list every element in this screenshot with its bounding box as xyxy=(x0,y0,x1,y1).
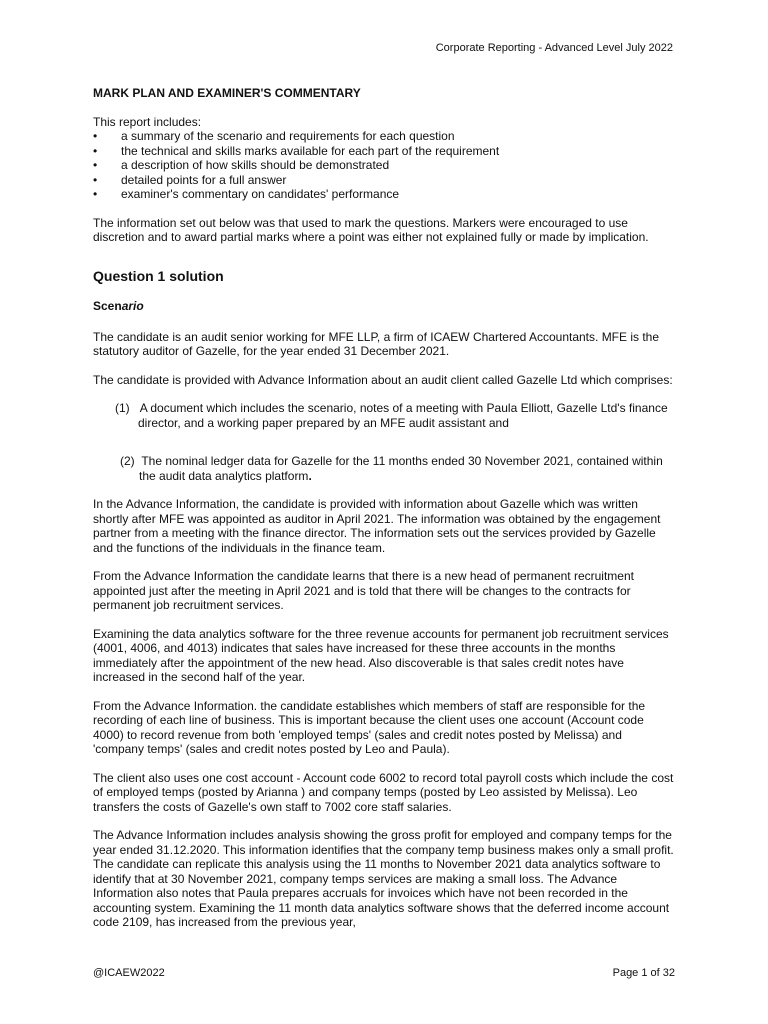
running-header: Corporate Reporting - Advanced Level July 2022 xyxy=(435,42,673,54)
scenario-paragraph-1: The candidate is an audit senior working for MFE LLP, a firm of ICAEW Chartered Accountants. MFE is the statutory auditor of Gazelle, for the year ended 31 December 2021. xyxy=(93,329,660,358)
report-includes-list xyxy=(93,129,675,202)
scenario-label-a: Scen xyxy=(93,299,122,313)
item-end: . xyxy=(308,468,312,483)
item-number: (2) xyxy=(120,454,135,468)
item-number: (1) xyxy=(115,401,130,415)
scenario-paragraph-4: From the Advance Information the candidate learns that there is a new head of permanent recruitment appointed just after the meeting in April 2021 and is told that there will be changes to the contracts for permanent job recruitment services. xyxy=(93,569,634,612)
footer-copyright: @ICAEW2022 xyxy=(93,967,165,979)
scenario-heading xyxy=(93,299,675,314)
question-heading: Question 1 solution xyxy=(93,267,224,284)
list-item: • examiner's commentary on candidates' performance xyxy=(93,187,675,202)
list-item: • the technical and skills marks available for each part of the requirement xyxy=(93,144,675,159)
list-item: • a description of how skills should be demonstrated xyxy=(93,158,675,173)
info-paragraph: The information set out below was that used to mark the questions. Markers were encouraged to use discretion and to award partial marks where a point was either not explained fully or made by implication. xyxy=(93,215,649,244)
list-item: • detailed points for a full answer xyxy=(93,173,675,188)
scenario-paragraph-6: From the Advance Information. the candidate establishes which members of staff are responsible for the recording of each line of business. This is important because the client uses one account (Account code 4000) to record revenue from both 'employed temps' (sales and credit notes posted by Melissa) and 'company temps' (sales and credit notes posted by Leo and Paula). xyxy=(93,698,646,756)
scenario-paragraph-7: The client also uses one cost account - Account code 6002 to record total payroll costs which include the cost of employed temps (posted by Arianna ) and company temps (posted by Leo assisted by Melissa). Leo transfers the costs of Gazelle's own staff to 7002 core staff salaries. xyxy=(93,770,674,814)
scenario-label-b: ario xyxy=(121,299,144,313)
intro-lead: This report includes: xyxy=(93,114,202,129)
report-title: MARK PLAN AND EXAMINER'S COMMENTARY xyxy=(93,86,361,100)
numbered-item-1 xyxy=(115,401,675,430)
scenario-paragraph-5: Examining the data analytics software for the three revenue accounts for permanent job recruitment services (4001, 4006, and 4013) indicates that sales have increased for these three accounts in the months immediately after the appointment of the new head. Also discoverable is that sales credit notes have increased in the second half of the year. xyxy=(93,626,669,684)
numbered-item-2 xyxy=(120,454,675,483)
scenario-paragraph-2: The candidate is provided with Advance Information about an audit client called Gazelle Ltd which comprises: xyxy=(93,372,673,387)
page-content xyxy=(93,86,675,944)
item-text: A document which includes the scenario, notes of a meeting with Paula Elliott, Gazelle Ltd's finance director, and a working paper prepared by an MFE audit assistant and xyxy=(138,401,668,430)
list-item: • a summary of the scenario and requirements for each question xyxy=(93,129,675,144)
page-number: Page 1 of 32 xyxy=(612,967,675,979)
item-text: The nominal ledger data for Gazelle for the 11 months ended 30 November 2021, contained within the audit data analytics platform xyxy=(139,454,663,483)
scenario-paragraph-3: In the Advance Information, the candidate is provided with information about Gazelle which was written shortly after MFE was appointed as auditor in April 2021. The information was obtained by the engagement partner from a meeting with the finance director. The information sets out the services provided by Gazelle and the functions of the individuals in the finance team. xyxy=(93,497,661,555)
scenario-paragraph-8: The Advance Information includes analysis showing the gross profit for employed and company temps for the year ended 31.12.2020. This information identifies that the company temp business makes only a small profit. The candidate can replicate this analysis using the 11 months to November 2021 data analytics software to identify that at 30 November 2021, company temps services are making a small loss. The Advance Information also notes that Paula prepares accruals for invoices which have not been recorded in the accounting system. Examining the 11 month data analytics software shows that the deferred income account code 2109, has increased from the previous year, xyxy=(93,828,674,929)
